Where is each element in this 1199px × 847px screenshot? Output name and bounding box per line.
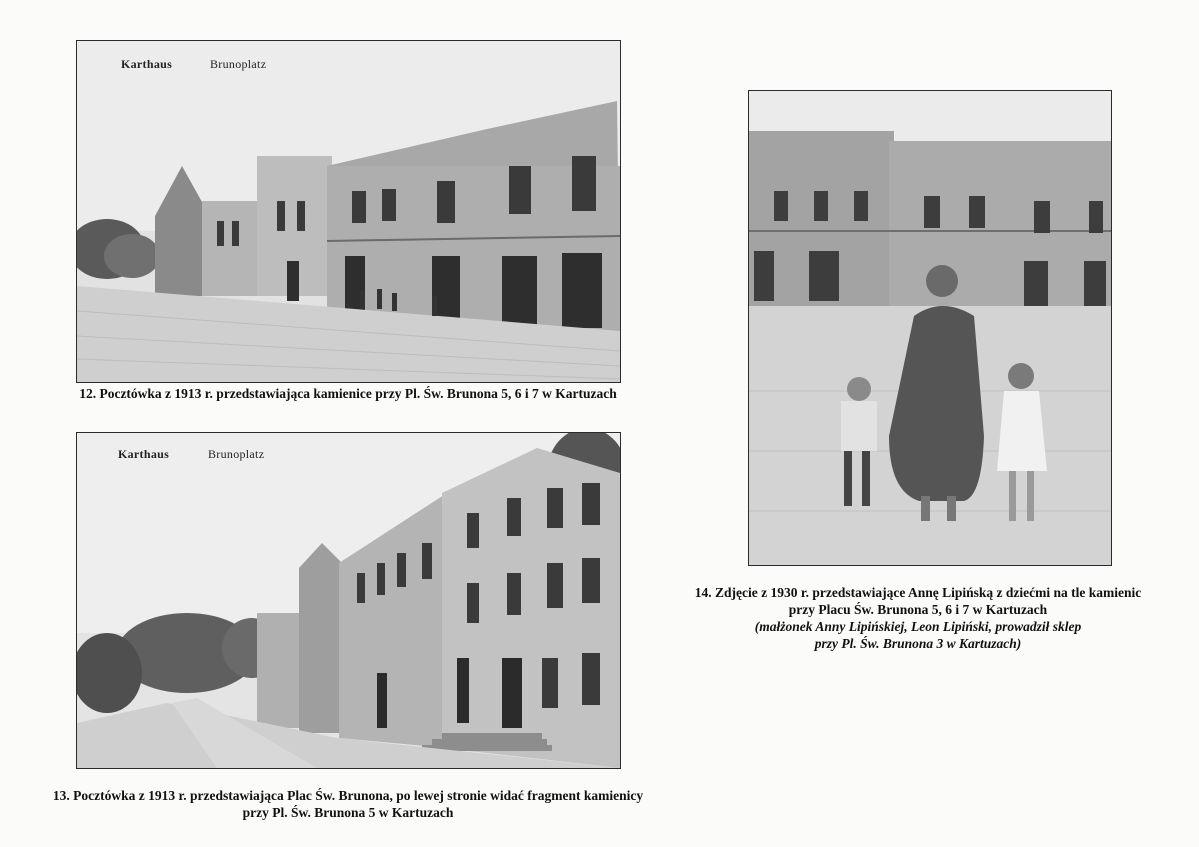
caption-photo-14-line3: (małżonek Anny Lipińskiej, Leon Lipiński, prowadził sklep — [754, 619, 1082, 634]
caption-photo-14 — [640, 584, 1196, 652]
postcard-illustration — [77, 433, 620, 768]
postcard-label-square: Brunoplatz — [208, 447, 265, 461]
photo-1930-family — [748, 90, 1112, 566]
caption-photo-14-line4: przy Pl. Św. Brunona 3 w Kartuzach) — [814, 636, 1022, 651]
family-photo-illustration — [749, 91, 1111, 565]
caption-photo-13-line2: przy Pl. Św. Brunona 5 w Kartuzach — [242, 805, 454, 820]
caption-photo-13 — [20, 787, 676, 821]
postcard-photo-1913-square — [76, 432, 621, 769]
postcard-label-square: Brunoplatz — [210, 57, 267, 71]
caption-photo-14-line1: 14. Zdjęcie z 1930 r. przedstawiające Annę Lipińską z dziećmi na tle kamienic — [694, 585, 1142, 600]
postcard-illustration — [77, 41, 620, 382]
caption-photo-12-text: 12. Pocztówka z 1913 r. przedstawiająca kamienice przy Pl. Św. Brunona 5, 6 i 7 w Kartuzach — [79, 386, 617, 401]
postcard-label-town: Karthaus — [121, 57, 173, 71]
caption-photo-12 — [40, 385, 656, 402]
postcard-photo-1913-facades — [76, 40, 621, 383]
caption-photo-14-line2: przy Placu Św. Brunona 5, 6 i 7 w Kartuzach — [788, 602, 1048, 617]
postcard-label-town: Karthaus — [118, 447, 170, 461]
caption-photo-13-line1: 13. Pocztówka z 1913 r. przedstawiająca Plac Św. Brunona, po lewej stronie widać fragment kamienicy — [52, 788, 644, 803]
